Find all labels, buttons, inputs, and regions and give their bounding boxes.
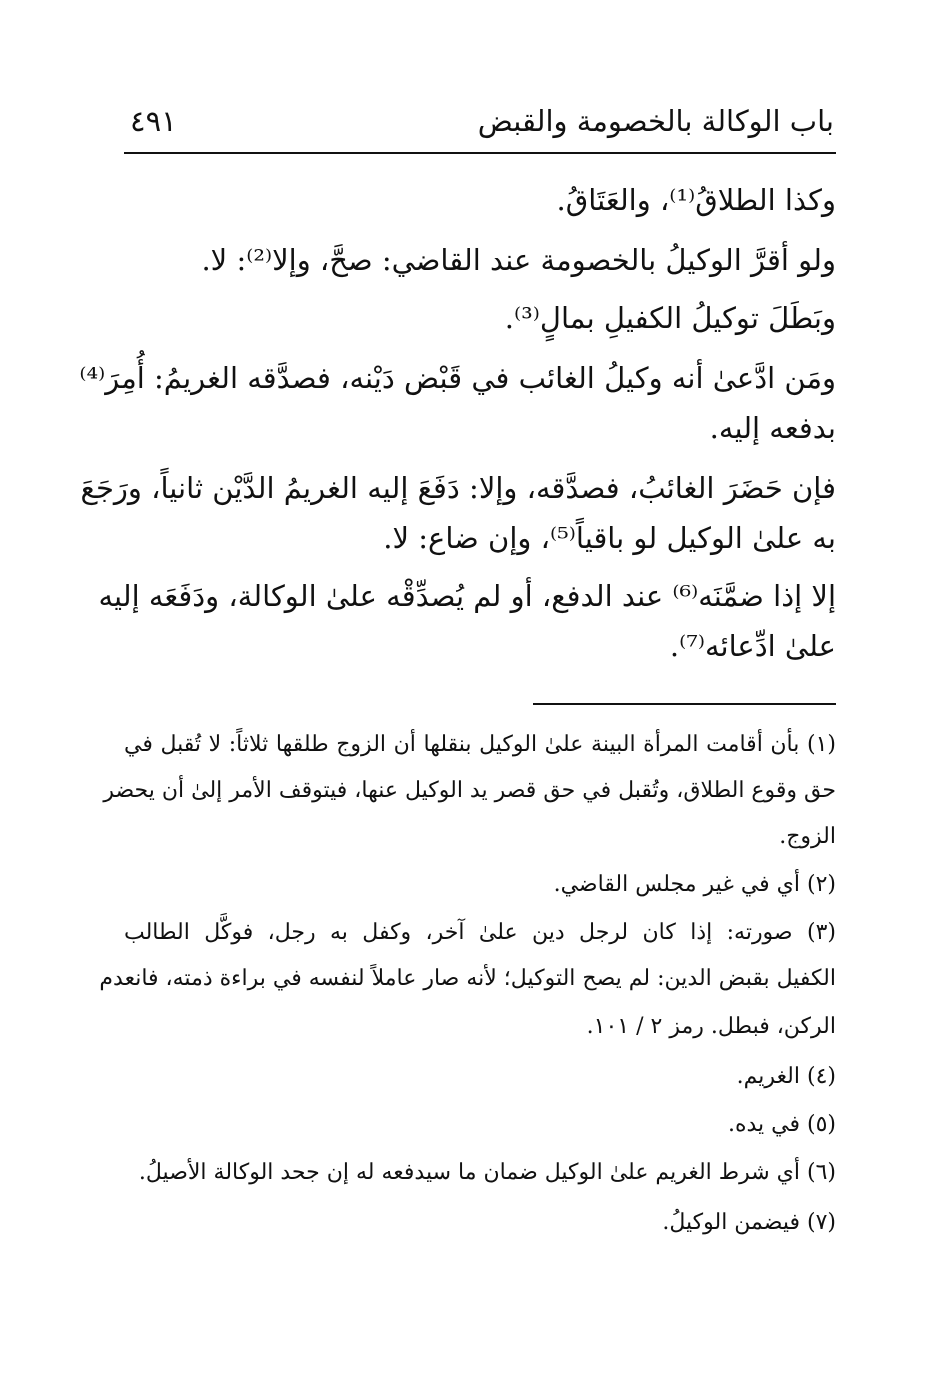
- footnote-line: (٧) فيضمن الوكيلُ.: [662, 1210, 836, 1235]
- footnote-line: (٤) الغريم.: [736, 1064, 836, 1089]
- chapter-title: باب الوكالة بالخصومة والقبض: [477, 104, 834, 138]
- footnote-line: الكفيل بقبض الدين: لم يصح التوكيل؛ لأنه صار عاملاً لنفسه في براءة ذمته، فانعدم: [99, 966, 836, 991]
- footnote-separator: [533, 703, 836, 705]
- main-line: وكذا الطلاقُ⁽¹⁾، والعَتَاقُ.: [556, 183, 836, 217]
- page-number: ٤٩١: [130, 104, 177, 138]
- main-line: وبَطَلَ توكيلُ الكفيلِ بمالٍ⁽³⁾.: [504, 301, 836, 335]
- footnote-line: (٢) أي في غير مجلس القاضي.: [553, 872, 836, 897]
- main-line: علىٰ ادِّعائه⁽⁷⁾.: [669, 629, 836, 663]
- main-line: إلا إذا ضمَّنَه⁽⁶⁾ عند الدفع، أو لم يُصدِّقْه علىٰ الوكالة، ودَفَعَه إليه: [98, 579, 836, 613]
- footnote-line: (٦) أي شرط الغريم علىٰ الوكيل ضمان ما سيدفعه له إن جحد الوكالة الأصيلُ.: [138, 1160, 836, 1185]
- footnote-line: (٣) صورته: إذا كان لرجل دين علىٰ آخر، وكفل به رجل، فوكَّل الطالب: [124, 920, 836, 945]
- main-line: به علىٰ الوكيل لو باقياً⁽⁵⁾، وإن ضاع: لا.: [383, 521, 836, 555]
- main-line: بدفعه إليه.: [709, 411, 836, 445]
- footnote-line: الركن، فبطل. رمز ٢ / ١٠١.: [586, 1014, 836, 1039]
- main-line: فإن حَضَرَ الغائبُ، فصدَّقه، وإلا: دَفَعَ إليه الغريمُ الدَّيْن ثانياً، ورَجَعَ: [80, 471, 836, 505]
- main-line: ومَن ادَّعىٰ أنه وكيلُ الغائب في قَبْض دَيْنه، فصدَّقه الغريمُ: أُمِرَ⁽⁴⁾: [79, 361, 836, 395]
- footnote-line: حق وقوع الطلاق، وتُقبل في حق قصر يد الوكيل عنها، فيتوقف الأمر إلىٰ أن يحضر: [103, 778, 836, 803]
- footnote-line: الزوج.: [779, 824, 836, 849]
- footnote-line: (١) بأن أقامت المرأة البينة علىٰ الوكيل بنقلها أن الزوج طلقها ثلاثاً: لا تُقبل في: [124, 732, 836, 757]
- footnote-line: (٥) في يده.: [727, 1112, 836, 1137]
- page-header: [124, 96, 836, 154]
- main-line: ولو أقرَّ الوكيلُ بالخصومة عند القاضي: صحَّ، وإلا⁽²⁾: لا.: [201, 243, 836, 277]
